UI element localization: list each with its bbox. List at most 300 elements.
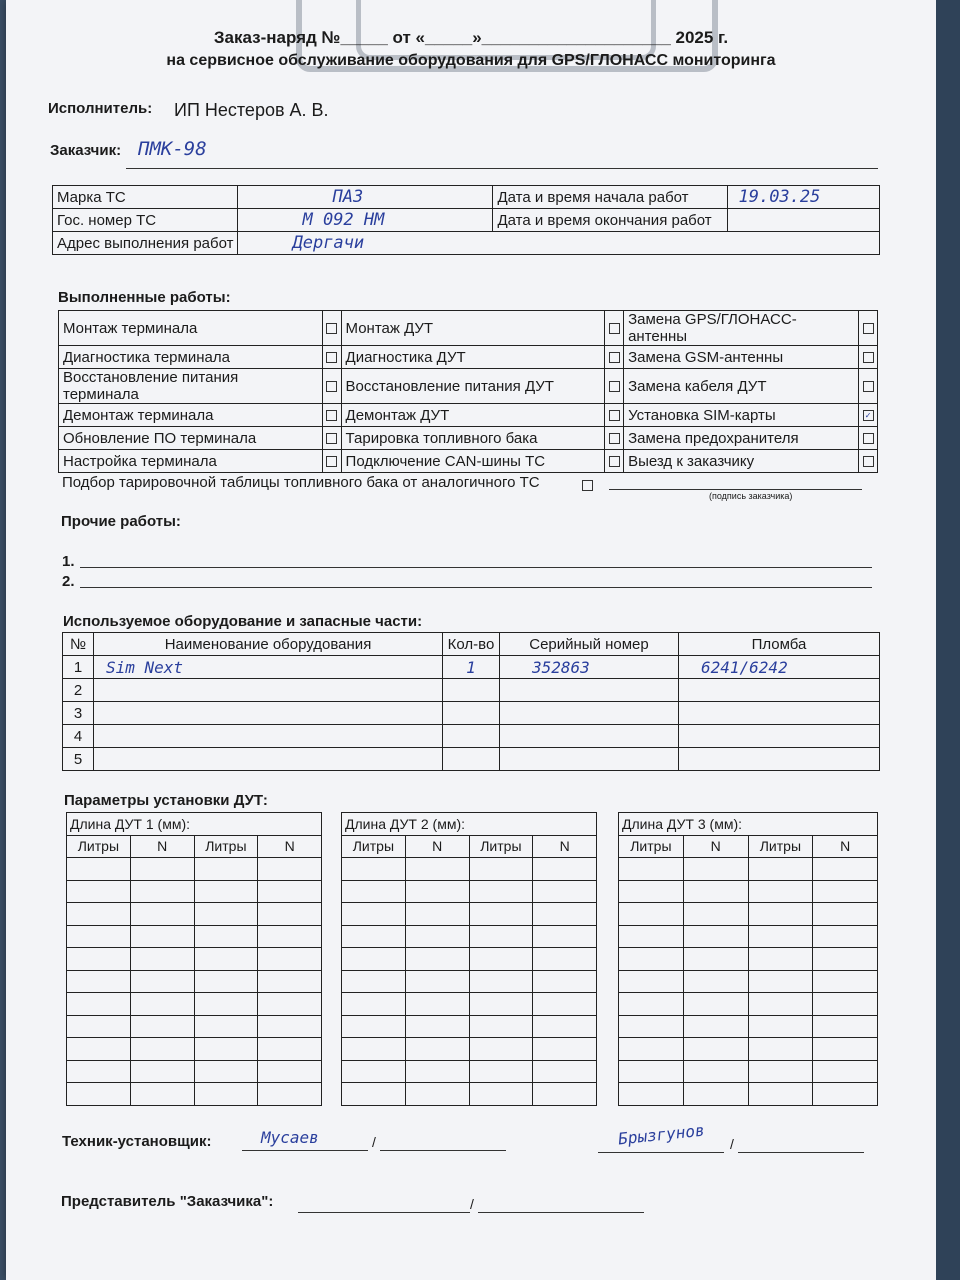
dut-cell[interactable] bbox=[342, 970, 406, 993]
dut-row bbox=[342, 970, 597, 993]
dut-row bbox=[619, 1038, 878, 1061]
work-checkbox[interactable] bbox=[863, 352, 874, 363]
calibration-label: Подбор тарировочной таблицы топливного бака от аналогичного ТС bbox=[62, 474, 540, 491]
work-checkbox[interactable] bbox=[326, 456, 337, 467]
dut-cell[interactable] bbox=[130, 1083, 194, 1106]
dut-cell[interactable] bbox=[67, 925, 131, 948]
work-checkbox[interactable] bbox=[863, 381, 874, 392]
dut-cell[interactable] bbox=[130, 858, 194, 881]
dut-cell[interactable] bbox=[683, 1038, 748, 1061]
equipment-cell[interactable] bbox=[500, 679, 679, 702]
works-row bbox=[59, 346, 878, 369]
dut-column-header: Литры bbox=[469, 835, 533, 858]
dut-cell[interactable] bbox=[67, 948, 131, 971]
dut-cell[interactable] bbox=[813, 1083, 878, 1106]
dut-cell[interactable] bbox=[258, 948, 322, 971]
work-checkbox-cell bbox=[605, 404, 624, 427]
dut-cell[interactable] bbox=[342, 1060, 406, 1083]
dut-cell[interactable] bbox=[748, 858, 813, 881]
dut-cell[interactable] bbox=[130, 1060, 194, 1083]
works-row bbox=[59, 450, 878, 473]
dut-cell[interactable] bbox=[813, 925, 878, 948]
plate-value[interactable]: М 092 НМ bbox=[238, 209, 493, 232]
dut-cell[interactable] bbox=[405, 858, 469, 881]
signature-slash: / bbox=[730, 1136, 734, 1152]
work-checkbox[interactable] bbox=[326, 352, 337, 363]
dut-row bbox=[342, 880, 597, 903]
dut-cell[interactable] bbox=[67, 1038, 131, 1061]
dut-row bbox=[619, 880, 878, 903]
customer-rep-label: Представитель "Заказчика": bbox=[61, 1193, 274, 1210]
dut-cell[interactable] bbox=[813, 948, 878, 971]
equipment-cell[interactable] bbox=[443, 679, 500, 702]
dut-cell[interactable] bbox=[469, 970, 533, 993]
dut-cell[interactable] bbox=[342, 858, 406, 881]
dut-cell[interactable] bbox=[130, 1038, 194, 1061]
equipment-cell[interactable] bbox=[94, 679, 443, 702]
work-checkbox[interactable]: ✓ bbox=[863, 410, 874, 421]
dut-cell[interactable] bbox=[405, 1083, 469, 1106]
equipment-row bbox=[63, 725, 880, 748]
calibration-checkbox[interactable] bbox=[582, 480, 593, 491]
dut-cell[interactable] bbox=[813, 858, 878, 881]
dut-cell[interactable] bbox=[67, 903, 131, 926]
dut-cell[interactable] bbox=[533, 903, 597, 926]
dut-cell[interactable] bbox=[67, 880, 131, 903]
equipment-header: Пломба bbox=[679, 633, 880, 656]
dut-cell[interactable] bbox=[683, 925, 748, 948]
dut-cell[interactable] bbox=[258, 880, 322, 903]
equipment-cell[interactable] bbox=[679, 679, 880, 702]
dut-cell[interactable] bbox=[67, 1060, 131, 1083]
dut-row bbox=[67, 880, 322, 903]
dut-cell[interactable] bbox=[619, 903, 684, 926]
works-row bbox=[59, 311, 878, 346]
dut-cell[interactable] bbox=[533, 1015, 597, 1038]
dut-cell[interactable] bbox=[813, 970, 878, 993]
dut-cell[interactable] bbox=[748, 970, 813, 993]
dut-cell[interactable] bbox=[258, 1060, 322, 1083]
dut-row bbox=[619, 903, 878, 926]
dut-row bbox=[67, 903, 322, 926]
work-checkbox[interactable] bbox=[863, 456, 874, 467]
work-checkbox-cell bbox=[322, 346, 341, 369]
work-label: Демонтаж ДУТ bbox=[341, 404, 605, 427]
dut-cell[interactable] bbox=[748, 1015, 813, 1038]
end-label: Дата и время окончания работ bbox=[493, 209, 728, 232]
dut-row bbox=[619, 993, 878, 1016]
equipment-header-row bbox=[63, 633, 880, 656]
dut-cell[interactable] bbox=[194, 948, 258, 971]
dut-column-header: Литры bbox=[748, 835, 813, 858]
dut-cell[interactable] bbox=[748, 1038, 813, 1061]
work-checkbox[interactable] bbox=[609, 433, 620, 444]
dut-cell[interactable] bbox=[619, 993, 684, 1016]
equipment-cell[interactable] bbox=[443, 702, 500, 725]
work-label: Демонтаж терминала bbox=[59, 404, 323, 427]
dut-cell[interactable] bbox=[469, 1038, 533, 1061]
dut-cell[interactable] bbox=[405, 1038, 469, 1061]
dut-cell[interactable] bbox=[683, 993, 748, 1016]
equipment-row bbox=[63, 679, 880, 702]
dut-cell[interactable] bbox=[405, 925, 469, 948]
dut-cell[interactable] bbox=[258, 970, 322, 993]
equipment-cell[interactable]: Sim Next bbox=[94, 656, 443, 679]
customer-rep-line[interactable] bbox=[298, 1212, 470, 1213]
order-title: Заказ-наряд №_____ от «_____»____________________ 2025 г. bbox=[213, 28, 729, 47]
work-label: Подключение CAN-шины ТС bbox=[341, 450, 605, 473]
customer-rep-line-2[interactable] bbox=[478, 1212, 644, 1213]
dut-cell[interactable] bbox=[405, 993, 469, 1016]
equipment-row bbox=[63, 656, 880, 679]
dut-cell[interactable] bbox=[258, 1038, 322, 1061]
background-edge bbox=[936, 0, 960, 1280]
dut-table-title: Длина ДУТ 3 (мм): bbox=[619, 813, 878, 836]
dut-cell[interactable] bbox=[619, 970, 684, 993]
dut-cell[interactable] bbox=[469, 1060, 533, 1083]
dut-cell[interactable] bbox=[469, 993, 533, 1016]
equipment-cell[interactable] bbox=[679, 725, 880, 748]
dut-cell[interactable] bbox=[813, 903, 878, 926]
dut-column-header: N bbox=[258, 835, 322, 858]
dut-cell[interactable] bbox=[683, 1083, 748, 1106]
dut-cell[interactable] bbox=[194, 925, 258, 948]
work-label: Замена предохранителя bbox=[624, 427, 859, 450]
dut-cell[interactable] bbox=[619, 1015, 684, 1038]
dut-row bbox=[342, 1060, 597, 1083]
end-value[interactable] bbox=[728, 209, 880, 232]
work-checkbox-cell bbox=[605, 369, 624, 404]
dut-cell[interactable] bbox=[533, 880, 597, 903]
dut-cell[interactable] bbox=[683, 858, 748, 881]
work-label: Замена кабеля ДУТ bbox=[624, 369, 859, 404]
plate-label: Гос. номер ТС bbox=[53, 209, 238, 232]
equipment-title: Используемое оборудование и запасные части: bbox=[63, 613, 423, 630]
work-checkbox-cell bbox=[605, 311, 624, 346]
work-checkbox-cell bbox=[322, 311, 341, 346]
equipment-cell[interactable] bbox=[94, 748, 443, 771]
dut-cell[interactable] bbox=[748, 925, 813, 948]
equipment-cell[interactable] bbox=[443, 748, 500, 771]
equipment-cell[interactable] bbox=[500, 702, 679, 725]
dut-cell[interactable] bbox=[194, 1060, 258, 1083]
work-label: Монтаж ДУТ bbox=[341, 311, 605, 346]
dut-cell[interactable] bbox=[469, 880, 533, 903]
equipment-row-number: 4 bbox=[63, 725, 94, 748]
dut-cell[interactable] bbox=[67, 970, 131, 993]
work-label: Тарировка топливного бака bbox=[341, 427, 605, 450]
work-checkbox-cell bbox=[859, 311, 878, 346]
customer-value[interactable]: ПМК-98 bbox=[138, 138, 207, 160]
equipment-cell[interactable] bbox=[443, 725, 500, 748]
work-checkbox[interactable] bbox=[609, 323, 620, 334]
work-checkbox-cell bbox=[859, 427, 878, 450]
dut-cell[interactable] bbox=[342, 1038, 406, 1061]
dut-cell[interactable] bbox=[469, 925, 533, 948]
dut-cell[interactable] bbox=[533, 948, 597, 971]
signature-line-2 bbox=[738, 1152, 864, 1153]
equipment-cell[interactable] bbox=[94, 725, 443, 748]
equipment-cell[interactable]: 1 bbox=[443, 656, 500, 679]
dut-cell[interactable] bbox=[748, 948, 813, 971]
dut-cell[interactable] bbox=[194, 880, 258, 903]
dut-cell[interactable] bbox=[748, 903, 813, 926]
work-label: Диагностика терминала bbox=[59, 346, 323, 369]
dut-row bbox=[67, 925, 322, 948]
dut-cell[interactable] bbox=[405, 1060, 469, 1083]
dut-row bbox=[342, 903, 597, 926]
vehicle-table bbox=[52, 185, 880, 255]
executor-value: ИП Нестеров А. В. bbox=[174, 100, 329, 120]
technician-label: Техник-установщик: bbox=[62, 1133, 212, 1150]
dut-row bbox=[619, 1015, 878, 1038]
dut-row bbox=[619, 925, 878, 948]
equipment-cell[interactable]: 352863 bbox=[500, 656, 679, 679]
dut-cell[interactable] bbox=[130, 993, 194, 1016]
work-checkbox[interactable] bbox=[609, 456, 620, 467]
equipment-row-number: 1 bbox=[63, 656, 94, 679]
other-work-2-number: 2. bbox=[62, 573, 75, 590]
equipment-cell[interactable]: 6241/6242 bbox=[679, 656, 880, 679]
dut-row bbox=[342, 993, 597, 1016]
work-label: Монтаж терминала bbox=[59, 311, 323, 346]
dut-cell[interactable] bbox=[533, 1083, 597, 1106]
dut-cell[interactable] bbox=[342, 1015, 406, 1038]
works-row bbox=[59, 427, 878, 450]
dut-cell[interactable] bbox=[194, 1038, 258, 1061]
dut-cell[interactable] bbox=[67, 858, 131, 881]
dut-cell[interactable] bbox=[813, 1060, 878, 1083]
dut-row bbox=[342, 858, 597, 881]
dut-row bbox=[67, 993, 322, 1016]
technician-slash: / bbox=[372, 1134, 376, 1150]
other-work-1-number: 1. bbox=[62, 553, 75, 570]
dut-cell[interactable] bbox=[130, 1015, 194, 1038]
dut-cell[interactable] bbox=[813, 1038, 878, 1061]
dut-cell[interactable] bbox=[533, 858, 597, 881]
start-label: Дата и время начала работ bbox=[493, 186, 728, 209]
works-row bbox=[59, 369, 878, 404]
work-checkbox[interactable] bbox=[326, 433, 337, 444]
dut-cell[interactable] bbox=[67, 1083, 131, 1106]
dut-row bbox=[342, 1038, 597, 1061]
dut-cell[interactable] bbox=[130, 970, 194, 993]
dut-cell[interactable] bbox=[342, 948, 406, 971]
dut-cell[interactable] bbox=[813, 880, 878, 903]
work-checkbox-cell bbox=[859, 369, 878, 404]
work-label: Установка SIM-карты bbox=[624, 404, 859, 427]
dut-row bbox=[67, 858, 322, 881]
other-work-2-line[interactable] bbox=[80, 587, 872, 588]
dut-table-1 bbox=[66, 812, 322, 1106]
dut-column-header: N bbox=[405, 835, 469, 858]
dut-cell[interactable] bbox=[619, 880, 684, 903]
dut-cell[interactable] bbox=[194, 903, 258, 926]
dut-row bbox=[619, 948, 878, 971]
dut-row bbox=[342, 925, 597, 948]
work-checkbox[interactable] bbox=[609, 410, 620, 421]
dut-row bbox=[342, 1015, 597, 1038]
dut-cell[interactable] bbox=[130, 948, 194, 971]
dut-cell[interactable] bbox=[258, 925, 322, 948]
dut-row bbox=[619, 858, 878, 881]
equipment-row-number: 2 bbox=[63, 679, 94, 702]
dut-cell[interactable] bbox=[405, 948, 469, 971]
dut-row bbox=[342, 1083, 597, 1106]
dut-row bbox=[67, 1015, 322, 1038]
dut-cell[interactable] bbox=[533, 1038, 597, 1061]
dut-row bbox=[67, 970, 322, 993]
work-checkbox-cell bbox=[859, 450, 878, 473]
work-checkbox-cell bbox=[605, 346, 624, 369]
equipment-header: Серийный номер bbox=[500, 633, 679, 656]
dut-cell[interactable] bbox=[619, 1060, 684, 1083]
address-value[interactable]: Дергачи bbox=[238, 232, 880, 255]
work-label: Настройка терминала bbox=[59, 450, 323, 473]
brand-value[interactable]: ПАЗ bbox=[238, 186, 493, 209]
dut-cell[interactable] bbox=[748, 1083, 813, 1106]
dut-cell[interactable] bbox=[683, 903, 748, 926]
work-checkbox[interactable] bbox=[326, 410, 337, 421]
executor-label: Исполнитель: bbox=[48, 100, 153, 117]
dut-row bbox=[67, 1038, 322, 1061]
dut-cell[interactable] bbox=[813, 1015, 878, 1038]
dut-column-header: Литры bbox=[194, 835, 258, 858]
dut-cell[interactable] bbox=[342, 993, 406, 1016]
dut-cell[interactable] bbox=[683, 948, 748, 971]
equipment-cell[interactable] bbox=[679, 748, 880, 771]
dut-cell[interactable] bbox=[533, 1060, 597, 1083]
dut-cell[interactable] bbox=[342, 880, 406, 903]
dut-cell[interactable] bbox=[533, 970, 597, 993]
dut-column-header: Литры bbox=[67, 835, 131, 858]
dut-cell[interactable] bbox=[533, 925, 597, 948]
work-checkbox[interactable] bbox=[326, 381, 337, 392]
signature-caption: (подпись заказчика) bbox=[709, 491, 793, 501]
work-label: Восстановление питания ДУТ bbox=[341, 369, 605, 404]
equipment-cell[interactable] bbox=[500, 725, 679, 748]
dut-cell[interactable] bbox=[67, 1015, 131, 1038]
dut-column-header: N bbox=[130, 835, 194, 858]
equipment-cell[interactable] bbox=[679, 702, 880, 725]
dut-cell[interactable] bbox=[342, 925, 406, 948]
dut-table-title: Длина ДУТ 1 (мм): bbox=[67, 813, 322, 836]
dut-cell[interactable] bbox=[258, 993, 322, 1016]
dut-cell[interactable] bbox=[619, 1083, 684, 1106]
dut-cell[interactable] bbox=[194, 1083, 258, 1106]
dut-cell[interactable] bbox=[405, 903, 469, 926]
customer-label: Заказчик: bbox=[50, 142, 122, 159]
work-checkbox[interactable] bbox=[609, 352, 620, 363]
dut-cell[interactable] bbox=[748, 880, 813, 903]
dut-cell[interactable] bbox=[469, 903, 533, 926]
dut-table-title: Длина ДУТ 2 (мм): bbox=[342, 813, 597, 836]
work-label: Замена GSM-антенны bbox=[624, 346, 859, 369]
dut-cell[interactable] bbox=[683, 1015, 748, 1038]
work-checkbox[interactable] bbox=[863, 433, 874, 444]
dut-cell[interactable] bbox=[619, 858, 684, 881]
dut-row bbox=[619, 970, 878, 993]
dut-cell[interactable] bbox=[258, 1015, 322, 1038]
dut-cell[interactable] bbox=[748, 1060, 813, 1083]
dut-row bbox=[67, 1083, 322, 1106]
work-label: Выезд к заказчику bbox=[624, 450, 859, 473]
signature-line bbox=[598, 1152, 724, 1153]
dut-cell[interactable] bbox=[405, 880, 469, 903]
work-checkbox[interactable] bbox=[326, 323, 337, 334]
equipment-header: Наименование оборудования bbox=[94, 633, 443, 656]
equipment-header: № bbox=[63, 633, 94, 656]
work-checkbox-cell bbox=[859, 346, 878, 369]
dut-cell[interactable] bbox=[194, 858, 258, 881]
dut-cell[interactable] bbox=[258, 858, 322, 881]
equipment-cell[interactable] bbox=[94, 702, 443, 725]
dut-column-header: N bbox=[683, 835, 748, 858]
dut-cell[interactable] bbox=[194, 993, 258, 1016]
work-label: Восстановление питания терминала bbox=[59, 369, 323, 404]
dut-cell[interactable] bbox=[469, 948, 533, 971]
dut-cell[interactable] bbox=[619, 1038, 684, 1061]
dut-column-header: Литры bbox=[342, 835, 406, 858]
start-value[interactable]: 19.03.25 bbox=[728, 186, 880, 209]
dut-cell[interactable] bbox=[130, 903, 194, 926]
dut-cell[interactable] bbox=[683, 970, 748, 993]
dut-row bbox=[67, 948, 322, 971]
dut-cell[interactable] bbox=[130, 880, 194, 903]
dut-cell[interactable] bbox=[619, 925, 684, 948]
equipment-row bbox=[63, 748, 880, 771]
work-label: Обновление ПО терминала bbox=[59, 427, 323, 450]
dut-cell[interactable] bbox=[194, 970, 258, 993]
dut-column-header: Литры bbox=[619, 835, 684, 858]
dut-cell[interactable] bbox=[194, 1015, 258, 1038]
dut-row bbox=[342, 948, 597, 971]
equipment-cell[interactable] bbox=[500, 748, 679, 771]
technician-name[interactable]: Мусаев bbox=[261, 1128, 319, 1147]
dut-cell[interactable] bbox=[469, 1083, 533, 1106]
equipment-table bbox=[62, 632, 880, 771]
dut-cell[interactable] bbox=[813, 993, 878, 1016]
calibration-signature-line bbox=[609, 489, 862, 490]
dut-cell[interactable] bbox=[67, 993, 131, 1016]
dut-cell[interactable] bbox=[683, 1060, 748, 1083]
dut-cell[interactable] bbox=[533, 993, 597, 1016]
technician-signature[interactable]: Брызгунов bbox=[617, 1120, 706, 1149]
work-checkbox-cell bbox=[859, 404, 878, 427]
dut-cell[interactable] bbox=[405, 970, 469, 993]
dut-cell[interactable] bbox=[748, 993, 813, 1016]
dut-cell[interactable] bbox=[469, 858, 533, 881]
dut-row bbox=[619, 1060, 878, 1083]
dut-cell[interactable] bbox=[405, 1015, 469, 1038]
dut-cell[interactable] bbox=[130, 925, 194, 948]
dut-cell[interactable] bbox=[683, 880, 748, 903]
work-checkbox-cell bbox=[605, 450, 624, 473]
works-table bbox=[58, 310, 878, 473]
equipment-header: Кол-во bbox=[443, 633, 500, 656]
other-work-1-line[interactable] bbox=[80, 567, 872, 568]
work-checkbox[interactable] bbox=[863, 323, 874, 334]
dut-cell[interactable] bbox=[258, 903, 322, 926]
dut-cell[interactable] bbox=[342, 903, 406, 926]
dut-cell[interactable] bbox=[342, 1083, 406, 1106]
dut-cell[interactable] bbox=[619, 948, 684, 971]
dut-cell[interactable] bbox=[469, 1015, 533, 1038]
dut-title: Параметры установки ДУТ: bbox=[64, 792, 268, 809]
dut-row bbox=[67, 1060, 322, 1083]
dut-cell[interactable] bbox=[258, 1083, 322, 1106]
work-checkbox[interactable] bbox=[609, 381, 620, 392]
